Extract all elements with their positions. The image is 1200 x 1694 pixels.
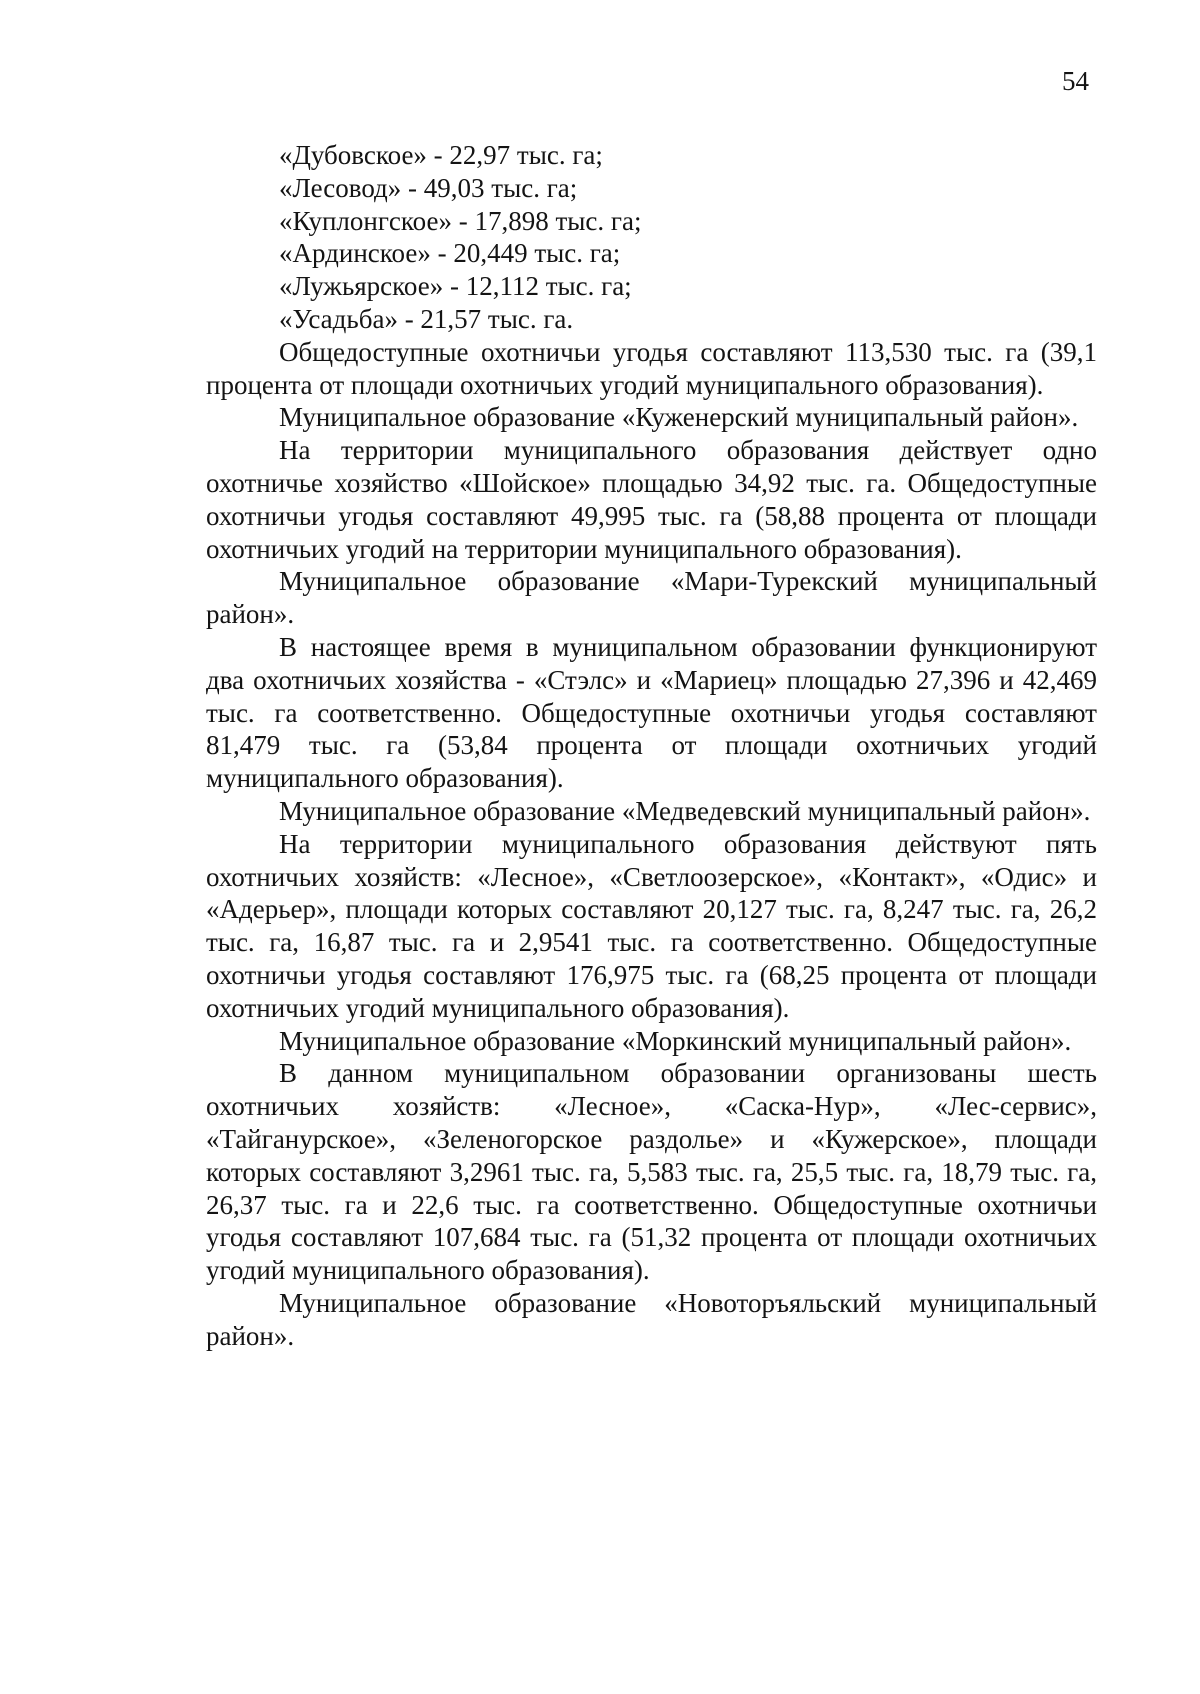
body-paragraph: В данном муниципальном образовании организованы шесть охотничьих хозяйств: «Лесное», «Саска-Нур», «Лес-сервис», «Тайганурское», «Зеленогорское раздолье» и «Кужерское», площади которых составляют 3,2961 тыс. га, 5,583 тыс. га, 25,5 тыс. га, 18,79 тыс. га, 26,37 тыс. га и 22,6 тыс. га соответственно. Общедоступные охотничьи угодья составляют 107,684 тыс. га (51,32 процента от площади охотничьих угодий муниципального образования).: [206, 1058, 1097, 1286]
page-number: 54: [1062, 66, 1089, 96]
municipality-heading: Муниципальное образование «Мари-Турекский муниципальный район».: [206, 566, 1097, 630]
document-body: [206, 139, 1097, 1352]
body-paragraph: Общедоступные охотничьи угодья составляют 113,530 тыс. га (39,1 процента от площади охотничьих угодий муниципального образования).: [206, 336, 1097, 400]
hunting-farm-list-item: «Лесовод» - 49,03 тыс. га;: [279, 172, 578, 203]
municipality-heading: Муниципальное образование «Новоторъяльский муниципальный район».: [206, 1287, 1097, 1351]
body-paragraph: В настоящее время в муниципальном образовании функционируют два охотничьих хозяйства - «Стэлс» и «Мариец» площадью 27,396 и 42,469 тыс. га соответственно. Общедоступные охотничьи угодья составляют 81,479 тыс. га (53,84 процента от площади охотничьих угодий муниципального образования).: [206, 631, 1097, 794]
hunting-farm-list-item: «Дубовское» - 22,97 тыс. га;: [279, 140, 603, 170]
hunting-farm-list-item: «Усадьба» - 21,57 тыс. га.: [279, 303, 574, 334]
hunting-farm-list-item: «Лужьярское» - 12,112 тыс. га;: [279, 271, 632, 302]
municipality-heading: Муниципальное образование «Медведевский муниципальный район».: [279, 795, 1091, 826]
municipality-heading: Муниципальное образование «Моркинский муниципальный район».: [279, 1025, 1072, 1056]
hunting-farm-list-item: «Куплонгское» - 17,898 тыс. га;: [279, 205, 642, 236]
body-paragraph: На территории муниципального образования действуют пять охотничьих хозяйств: «Лесное», «Светлоозерское», «Контакт», «Одис» и «Адерьер», площади которых составляют 20,127 тыс. га, 8,247 тыс. га, 26,2 тыс. га, 16,87 тыс. га и 2,9541 тыс. га соответственно. Общедоступные охотничьи угодья составляют 176,975 тыс. га (68,25 процента от площади охотничьих угодий муниципального образования).: [206, 828, 1097, 1023]
hunting-farm-list-item: «Ардинское» - 20,449 тыс. га;: [279, 238, 621, 269]
body-paragraph: На территории муниципального образования действует одно охотничье хозяйство «Шойское» площадью 34,92 тыс. га. Общедоступные охотничьи угодья составляют 49,995 тыс. га (58,88 процента от площади охотничьих угодий на территории муниципального образования).: [206, 435, 1097, 564]
municipality-heading: Муниципальное образование «Куженерский муниципальный район».: [279, 402, 1079, 433]
